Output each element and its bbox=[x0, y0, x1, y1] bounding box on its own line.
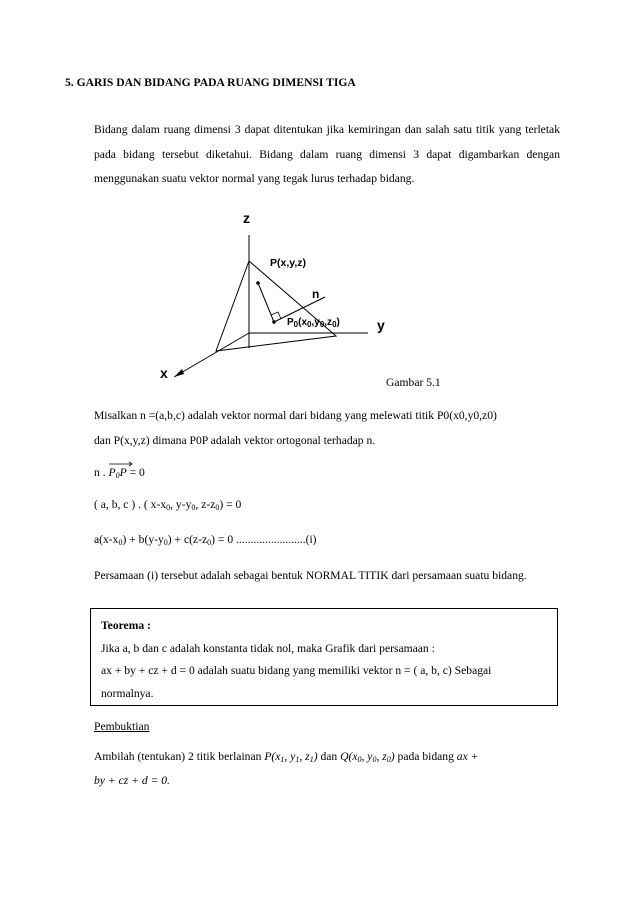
theorem-box bbox=[90, 608, 558, 706]
theorem-line-2: ax + by + cz + d = 0 adalah suatu bidang yang memiliki vektor n = ( a, b, c) Sebagai bbox=[101, 664, 492, 677]
vector-arrow-icon bbox=[109, 461, 133, 467]
label-p0: $P_0(x_0,y_0,z_0)$ bbox=[287, 317, 340, 329]
label-p: P(x,y,z) bbox=[270, 257, 306, 269]
point-p bbox=[256, 281, 260, 285]
proof-line-1: Ambilah (tentukan) 2 titik berlainan $P(x_1$, $y_1$, $z_1$) dan $Q(x_0$, $y_0$, $z_0$) pada bidang ax + bbox=[94, 750, 479, 764]
theorem-title: Teorema : bbox=[101, 619, 151, 632]
p0p-vector bbox=[258, 283, 274, 322]
label-y: y bbox=[377, 317, 385, 333]
intro-paragraph: Bidang dalam ruang dimensi 3 dapat ditentukan jika kemiringan dan salah satu titik yang terletak pada bidang tersebut diketahui. Bidang dalam ruang dimensi 3 dapat digambarkan dengan menggunakan suatu vektor normal yang tegak lurus terhadap bidang. bbox=[94, 123, 560, 185]
point-p0 bbox=[272, 320, 276, 324]
persamaan-paragraph: Persamaan (i) tersebut adalah sebagai bentuk NORMAL TITIK dari persamaan suatu bidang. bbox=[94, 569, 527, 582]
plane-triangle bbox=[216, 261, 336, 351]
label-z: z bbox=[243, 210, 250, 226]
label-n: n bbox=[312, 287, 320, 301]
label-x: x bbox=[160, 365, 168, 381]
figure-caption: Gambar 5.1 bbox=[386, 376, 441, 389]
theorem-line-3: normalnya. bbox=[101, 686, 154, 700]
equation-3: $a(x-x_0) + b(y-y_0) + c(z-z_0) = 0$ ........................(i) bbox=[94, 533, 317, 547]
x-axis-arrow bbox=[174, 369, 184, 377]
proof-line-2: by + cz + d = 0. bbox=[94, 774, 170, 787]
x-axis bbox=[174, 333, 249, 377]
section-title: 5. GARIS DAN BIDANG PADA RUANG DIMENSI TIGA bbox=[65, 76, 356, 89]
vector-p0p: $P_0P$ bbox=[109, 466, 127, 479]
figure-plane-diagram bbox=[150, 205, 410, 385]
proof-title: Pembuktian bbox=[94, 720, 150, 733]
equation-2: ( a, b, c ) . ( $x-x_0$, $y-y_0$, $z-z_0) = 0$ bbox=[94, 498, 242, 512]
body-line-2: dan P(x,y,z) dimana P0P adalah vektor ortogonal terhadap n. bbox=[94, 434, 376, 447]
body-line-1: Misalkan n =(a,b,c) adalah vektor normal dari bidang yang melewati titik P0(x0,y0,z0) bbox=[94, 409, 497, 422]
theorem-line-1: Jika a, b dan c adalah konstanta tidak nol, maka Grafik dari persamaan : bbox=[101, 641, 435, 655]
equation-1: n . $P_0P = 0$ bbox=[94, 466, 145, 479]
